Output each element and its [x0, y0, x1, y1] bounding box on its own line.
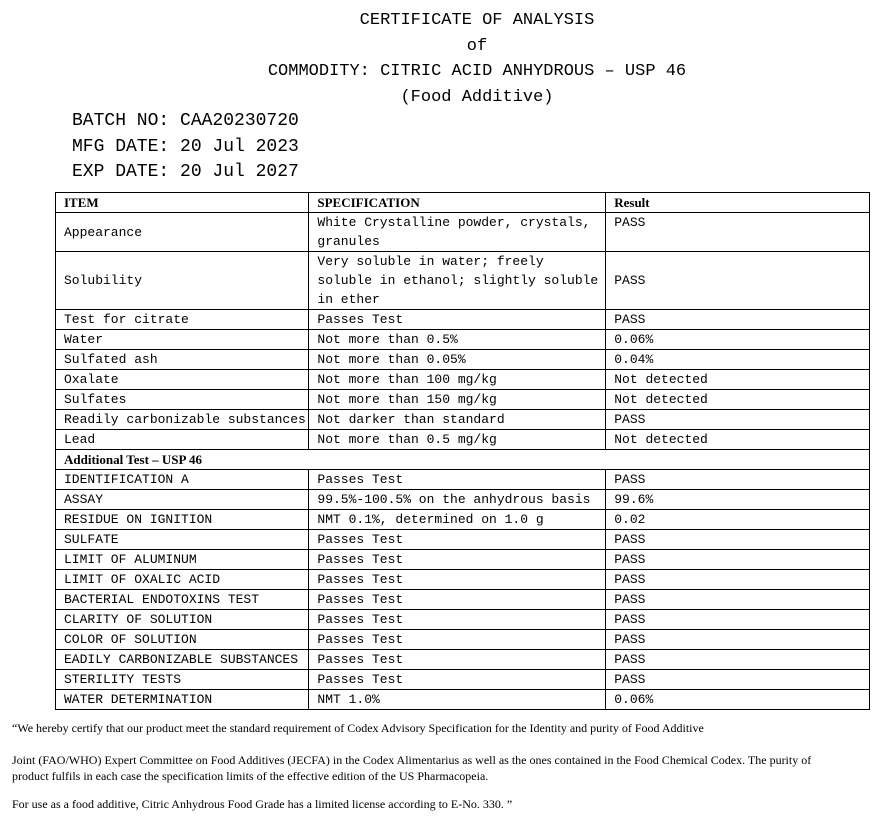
section-row [56, 450, 870, 470]
spec-cell: Passes Test [309, 530, 606, 550]
spec-cell: Not more than 0.5 mg/kg [309, 430, 606, 450]
spec-cell: Not more than 0.05% [309, 350, 606, 370]
item-cell: Lead [56, 430, 309, 450]
result-cell: PASS [606, 630, 870, 650]
result-cell: 99.6% [606, 490, 870, 510]
spec-cell: Passes Test [309, 310, 606, 330]
item-cell: COLOR OF SOLUTION [56, 630, 309, 650]
title-line-2: of [466, 36, 488, 56]
batch-number: BATCH NO: CAA20230720 [72, 111, 299, 131]
item-cell: ASSAY [56, 490, 309, 510]
spec-cell: Passes Test [309, 570, 606, 590]
result-cell: PASS [606, 550, 870, 570]
item-cell: RESIDUE ON IGNITION [56, 510, 309, 530]
table-row [56, 470, 870, 490]
table-row [56, 350, 870, 370]
item-cell: Oxalate [56, 370, 309, 390]
table-row [56, 630, 870, 650]
title-line-1: CERTIFICATE OF ANALYSIS [359, 11, 595, 30]
table-row [56, 510, 870, 530]
exp-date: EXP DATE: 20 Jul 2027 [72, 162, 299, 182]
result-cell: Not detected [606, 430, 870, 450]
table-row [56, 330, 870, 350]
result-cell: PASS [606, 530, 870, 550]
table-row [56, 490, 870, 510]
table-row [56, 590, 870, 610]
item-cell: Appearance [56, 213, 309, 252]
item-cell: SULFATE [56, 530, 309, 550]
result-cell: PASS [606, 610, 870, 630]
statement-paragraph-2: Joint (FAO/WHO) Expert Committee on Food Additives (JECFA) in the Codex Alimentarius as well as the ones contained in the Food Chemical Codex. The purity of [12, 753, 812, 767]
item-cell: Readily carbonizable substances [56, 410, 309, 430]
result-cell: Not detected [606, 390, 870, 410]
result-cell: 0.06% [606, 330, 870, 350]
item-cell: EADILY CARBONIZABLE SUBSTANCES [56, 650, 309, 670]
table-row [56, 650, 870, 670]
item-cell: STERILITY TESTS [56, 670, 309, 690]
table-row [56, 670, 870, 690]
result-cell: PASS [606, 213, 870, 252]
item-cell: IDENTIFICATION A [56, 470, 309, 490]
analysis-table [55, 192, 870, 710]
section-label: Additional Test – USP 46 [56, 450, 870, 470]
result-cell: PASS [606, 590, 870, 610]
table-row [56, 690, 870, 710]
table-row [56, 430, 870, 450]
result-cell: PASS [606, 650, 870, 670]
spec-cell: Passes Test [309, 650, 606, 670]
item-cell: Solubility [56, 252, 309, 310]
table-row [56, 610, 870, 630]
item-cell: Test for citrate [56, 310, 309, 330]
header-item: ITEM [56, 193, 309, 213]
spec-cell: Passes Test [309, 630, 606, 650]
item-cell: BACTERIAL ENDOTOXINS TEST [56, 590, 309, 610]
table-row [56, 390, 870, 410]
result-cell: 0.06% [606, 690, 870, 710]
item-cell: Sulfates [56, 390, 309, 410]
spec-cell: NMT 1.0% [309, 690, 606, 710]
result-cell: PASS [606, 570, 870, 590]
spec-cell: Not more than 150 mg/kg [309, 390, 606, 410]
title-line-4: (Food Additive) [400, 87, 554, 107]
spec-cell: White Crystalline powder, crystals, granules [309, 213, 606, 252]
spec-cell: 99.5%-100.5% on the anhydrous basis [309, 490, 606, 510]
spec-cell: Passes Test [309, 610, 606, 630]
result-cell: PASS [606, 310, 870, 330]
spec-cell: Passes Test [309, 550, 606, 570]
item-cell: LIMIT OF OXALIC ACID [56, 570, 309, 590]
spec-cell: NMT 0.1%, determined on 1.0 g [309, 510, 606, 530]
item-cell: LIMIT OF ALUMINUM [56, 550, 309, 570]
statement-paragraph-1: “We hereby certify that our product meet the standard requirement of Codex Advisory Specification for the Identity and purity of Food Additive [12, 721, 704, 735]
item-cell: WATER DETERMINATION [56, 690, 309, 710]
header-specification: SPECIFICATION [309, 193, 606, 213]
result-cell: PASS [606, 470, 870, 490]
certificate-title [0, 8, 888, 110]
table-row [56, 310, 870, 330]
item-cell: CLARITY OF SOLUTION [56, 610, 309, 630]
result-cell: PASS [606, 252, 870, 310]
item-cell: Sulfated ash [56, 350, 309, 370]
table-row [56, 370, 870, 390]
statement-paragraph-3: product fulfils in each case the specification limits of the effective edition of the US Pharmacopeia. [12, 769, 489, 783]
header-result: Result [606, 193, 870, 213]
title-line-3: COMMODITY: CITRIC ACID ANHYDROUS – USP 46 [267, 62, 687, 81]
table-row [56, 570, 870, 590]
spec-cell: Passes Test [309, 470, 606, 490]
table-row [56, 530, 870, 550]
result-cell: PASS [606, 410, 870, 430]
spec-cell: Not more than 0.5% [309, 330, 606, 350]
spec-cell: Not darker than standard [309, 410, 606, 430]
spec-cell: Passes Test [309, 590, 606, 610]
statement-paragraph-4: For use as a food additive, Citric Anhydrous Food Grade has a limited license according to E-No. 330. ” [12, 797, 513, 811]
result-cell: 0.04% [606, 350, 870, 370]
table-header-row [56, 193, 870, 213]
result-cell: Not detected [606, 370, 870, 390]
mfg-date: MFG DATE: 20 Jul 2023 [72, 136, 299, 157]
spec-cell: Passes Test [309, 670, 606, 690]
batch-info [72, 109, 299, 186]
result-cell: 0.02 [606, 510, 870, 530]
result-cell: PASS [606, 670, 870, 690]
table-row [56, 550, 870, 570]
table-row [56, 252, 870, 310]
table-row [56, 213, 870, 252]
spec-cell: Not more than 100 mg/kg [309, 370, 606, 390]
spec-cell: Very soluble in water; freely soluble in ethanol; slightly soluble in ether [309, 252, 606, 310]
item-cell: Water [56, 330, 309, 350]
table-row [56, 410, 870, 430]
